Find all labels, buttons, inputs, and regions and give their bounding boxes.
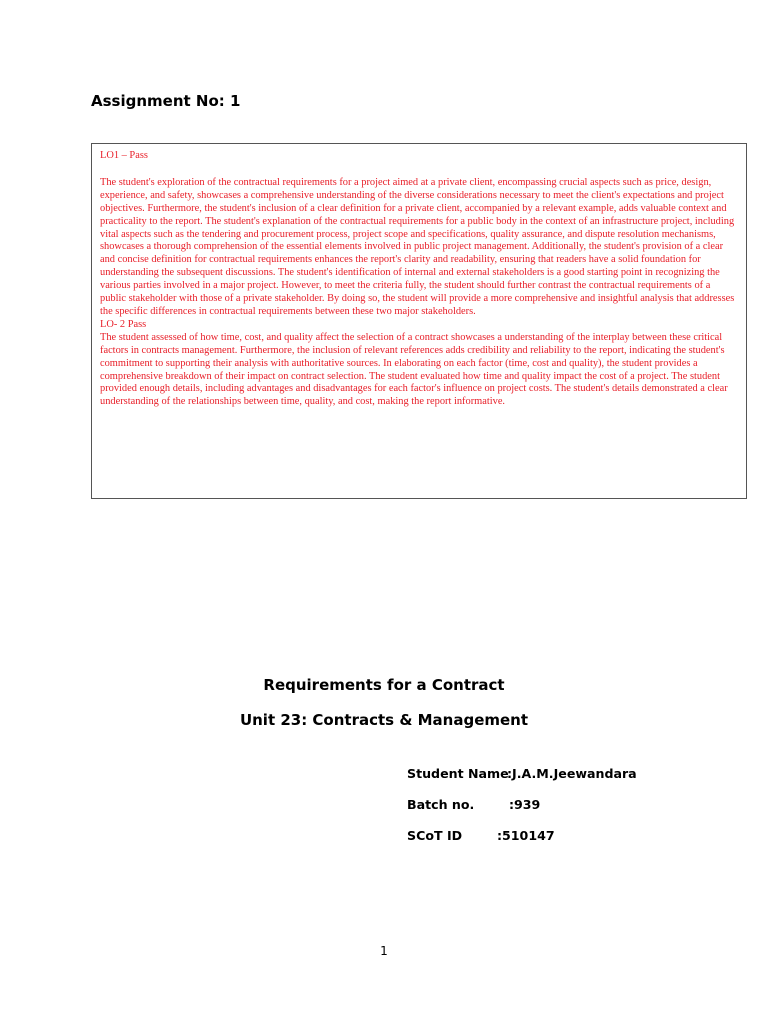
lo2-heading: LO- 2 Pass xyxy=(100,318,147,330)
scot-id-label: SCoT ID xyxy=(407,828,463,843)
batch-label: Batch no. xyxy=(407,797,475,812)
scot-id-row xyxy=(407,828,555,843)
lo1-feedback-text: The student's exploration of the contractual requirements for a project aimed at a private client, encompassing crucial aspects such as price, design, experience, and safety, showcases a comprehensive understanding of the diverse considerations necessary to meet the client's expectations and project objectives. Furthermore, the student's inclusion of a clear definition for a private client, accompanied by a relevant example, adds valuable context and practicality to the report. The student's explanation of the contractual requirements for a public body in the context of an infrastructure project, including vital aspects such as the tendering and procurement process, project scope and specifications, quality assurance, and dispute resolution mechanisms, showcases a thorough comprehension of the essential elements involved in public project management. Additionally, the student's provision of a clear and concise definition for contractual requirements enhances the report's clarity and readability, ensuring that readers have a solid foundation for understanding the subsequent discussions. The student's identification of internal and external stakeholders is a good starting point in recognizing the various parties involved in a major project. However, to meet the criteria fully, the student should further contrast the contractual requirements of a public stakeholder with those of a private stakeholder. By doing so, the student will provide a more comprehensive and insightful analysis that addresses the specific differences in contractual requirements between these two major stakeholders. xyxy=(100,176,735,317)
student-name-row xyxy=(407,766,637,781)
lo1-heading: LO1 – Pass xyxy=(100,150,148,161)
batch-row xyxy=(407,797,541,812)
student-name-value: :J.A.M.Jeewandara xyxy=(507,766,637,781)
feedback-box xyxy=(91,143,747,499)
scot-id-value: :510147 xyxy=(497,828,555,843)
page-number: 1 xyxy=(380,944,388,958)
report-title: Requirements for a Contract xyxy=(263,676,505,694)
unit-title: Unit 23: Contracts & Management xyxy=(239,711,529,729)
student-name-label: Student Name xyxy=(407,766,509,781)
batch-value: :939 xyxy=(509,797,541,812)
assignment-title: Assignment No: 1 xyxy=(91,92,241,110)
lo2-feedback-text: The student assessed of how time, cost, and quality affect the selection of a contract showcases a understanding of the interplay between these critical factors in contracts management. Furthermore, the inclusion of relevant references adds credibility and reliability to the report, indicating the student's commitment to supporting their analysis with authoritative sources. In elaborating on each factor (time, cost and quality), the student provides a comprehensive breakdown of their impact on contract selection. The student evaluated how time and quality impact the cost of a project. The student provided enough details, including advantages and disadvantages for each factor's influence on project costs. The student's details demonstrated a clear understanding of the relationships between time, quality, and cost, making the report informative. xyxy=(100,331,728,408)
